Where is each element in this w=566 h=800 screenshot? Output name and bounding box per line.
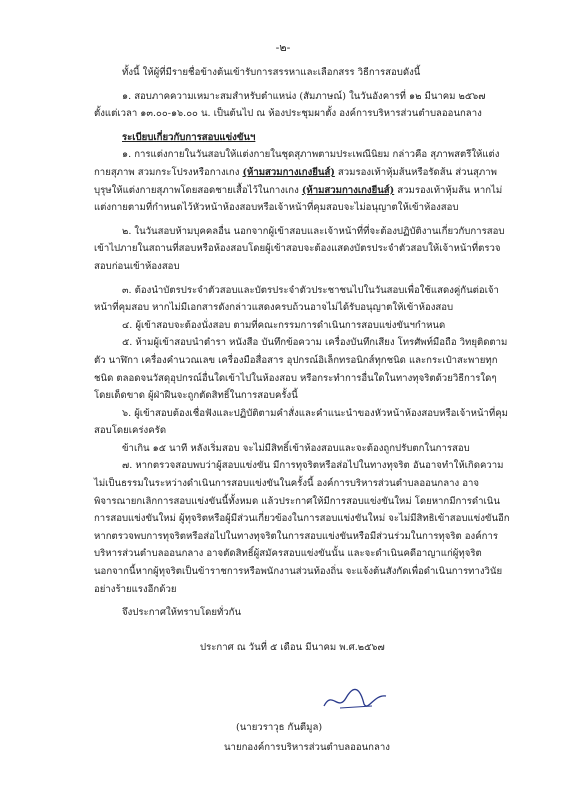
rule-7-paragraph: ๗. หากตรวจสอบพบว่าผู้สอบแข่งขัน มีการทุจริตหรือส่อไปในทางทุจริต อันอาจทำให้เกิดความไม่เป็นธรรมในระหว่างดำเนินการสอบแข่งขันในครั้งนี้ องค์การบริหารส่วนตำบลออนกลาง อาจพิจารณายกเลิกการสอบแข่งขันนี้ทั้งหมด แล้วประกาศให้มีการสอบแข่งขันใหม่ โดยหากมีการดำเนินการสอบแข่งขันใหม่ ผู้ทุจริตหรือผู้มีส่วนเกี่ยวข้องในการสอบแข่งขันใหม่ จะไม่มีสิทธิเข้าสอบแข่งขันอีก หากตรวจพบการทุจริตหรือส่อไปในทางทุจริตในการสอบแข่งขันหรือมีส่วนร่วมในการทุจริต องค์การบริหารส่วนตำบลออนกลาง อาจตัดสิทธิ์ผู้สมัครสอบแข่งขันนั้น และจะดำเนินคดีอาญาแก่ผู้ทุจริต นอกจากนี้หากผู้ทุจริตเป็นข้าราชการหรือพนักงานส่วนท้องถิ่น จะแจ้งต้นสังกัดเพื่อดำเนินการทางวินัยอย่างร้ายแรงอีกด้วย — [94, 460, 510, 595]
signer-name: (นายวราวุธ กันตีมูล) — [236, 722, 323, 733]
announce-line: จึงประกาศให้ทราบโดยทั่วกัน — [122, 607, 242, 619]
rule-6-paragraph: ๖. ผู้เข้าสอบต้องเชื่อฟังและปฏิบัติตามคำสั่งและคำแนะนำของหัวหน้าห้องสอบหรือเจ้าหน้าที่คุมสอบโดยเคร่งครัด — [94, 407, 508, 437]
rules-heading: ระเบียบเกี่ยวกับการสอบแข่งขันฯ — [122, 131, 256, 143]
rule-2-paragraph: ๒. ในวันสอบห้ามบุคคลอื่น นอกจากผู้เข้าสอบและเจ้าหน้าที่ที่จะต้องปฏิบัติงานเกี่ยวกับการสอบเข้าไปภายในสถานที่สอบหรือห้องสอบโดยผู้เข้าสอบจะต้องแสดงบัตรประจำตัวสอบให้เจ้าหน้าที่ตรวจสอบก่อนเข้าห้องสอบ — [94, 225, 505, 272]
rule-4-paragraph: ๔. ผู้เข้าสอบจะต้องนั่งสอบ ตามที่คณะกรรมการดำเนินการสอบแข่งขันฯกำหนด — [122, 319, 446, 331]
rule-3-paragraph: ๓. ต้องนำบัตรประจำตัวสอบและบัตรประจำตัวประชาชนไปในวันสอบเพื่อใช้แสดงคู่กันต่อเจ้าหน้าที่คุมสอบ หากไม่มีเอกสารดังกล่าวแสดงครบถ้วนอาจไม่ได้รับอนุญาตให้เข้าห้องสอบ — [94, 284, 499, 314]
item-1-paragraph: ๑. สอบภาคความเหมาะสมสำหรับตำแหน่ง (สัมภาษณ์) ในวันอังคารที่ ๑๒ มีนาคม ๒๕๖๗ ตั้งแต่เวลา ๑๓.๐๐-๑๖.๐๐ น. เป็นต้นไป ณ ห้องประชุมผาตั้ง องค์การบริหารส่วนตำบลออนกลาง — [94, 90, 486, 120]
rule-1-text-b: สวมรองเท้าหุ้มส้นหรือรัดส้น ส่วนสุภาพบุรุษให้แต่งกายสุภาพโดยสอดชายเสื้อไว้ในกางเกง — [94, 166, 497, 196]
rule-1-jeans-note-a: (ห้ามสวมกางเกงยีนส์) — [242, 166, 335, 178]
rule-1-jeans-note-b: (ห้ามสวมกางเกงยีนส์) — [301, 184, 395, 196]
late-arrival-note: ข้าเกิน ๑๕ นาที หลังเริ่มสอบ จะไม่มีสิทธิ์เข้าห้องสอบและจะต้องถูกปรับตกในการสอบ — [122, 442, 470, 454]
rule-1-text-a: ๑. การแต่งกายในวันสอบให้แต่งกายในชุดสุภาพตามประเพณีนิยม กล่าวคือ สุภาพสตรีให้แต่งกายสุภาพ สวมกระโปรงหรือกางเกง — [94, 149, 500, 178]
announcement-date: ประกาศ ณ วันที่ ๕ เดือน มีนาคม พ.ศ.๒๕๖๗ — [200, 642, 385, 653]
signature-image — [320, 684, 390, 714]
rule-1-text-c: สวมรองเท้าหุ้มส้น หากไม่แต่งกายตามที่กำหนดไว้หัวหน้าห้องสอบหรือเจ้าหน้าที่คุมสอบจะไม่อนุญาตให้เข้าห้องสอบ — [94, 184, 503, 214]
page-number: -๒- — [275, 41, 291, 54]
document-body — [94, 64, 510, 622]
intro-paragraph: ทั้งนี้ ให้ผู้ที่มีรายชื่อข้างต้นเข้ารับการสรรหาและเลือกสรร วิธีการสอบดังนี้ — [122, 67, 421, 78]
rule-1-paragraph — [94, 146, 510, 216]
rule-5-paragraph: ๕. ห้ามผู้เข้าสอบนำตำรา หนังสือ บันทึกข้อความ เครื่องบันทึกเสียง โทรศัพท์มือถือ วิทยุติดตามตัว นาฬิกา เครื่องคำนวณเลข เครื่องมือสื่อสาร อุปกรณ์อิเล็กทรอนิกส์ทุกชนิด และกระเป๋าสะพายทุกชนิด ตลอดจนวัสดุอุปกรณ์อื่นใดเข้าไปในห้องสอบ หรือกระทำการอื่นใดในทางทุจริตด้วยวิธีการใดๆโดยเด็ดขาด ผู้ฝ่าฝืนจะถูกตัดสิทธิ์ในการสอบครั้งนี้ — [94, 337, 508, 402]
signer-title: นายกองค์การบริหารส่วนตำบลออนกลาง — [224, 742, 390, 753]
